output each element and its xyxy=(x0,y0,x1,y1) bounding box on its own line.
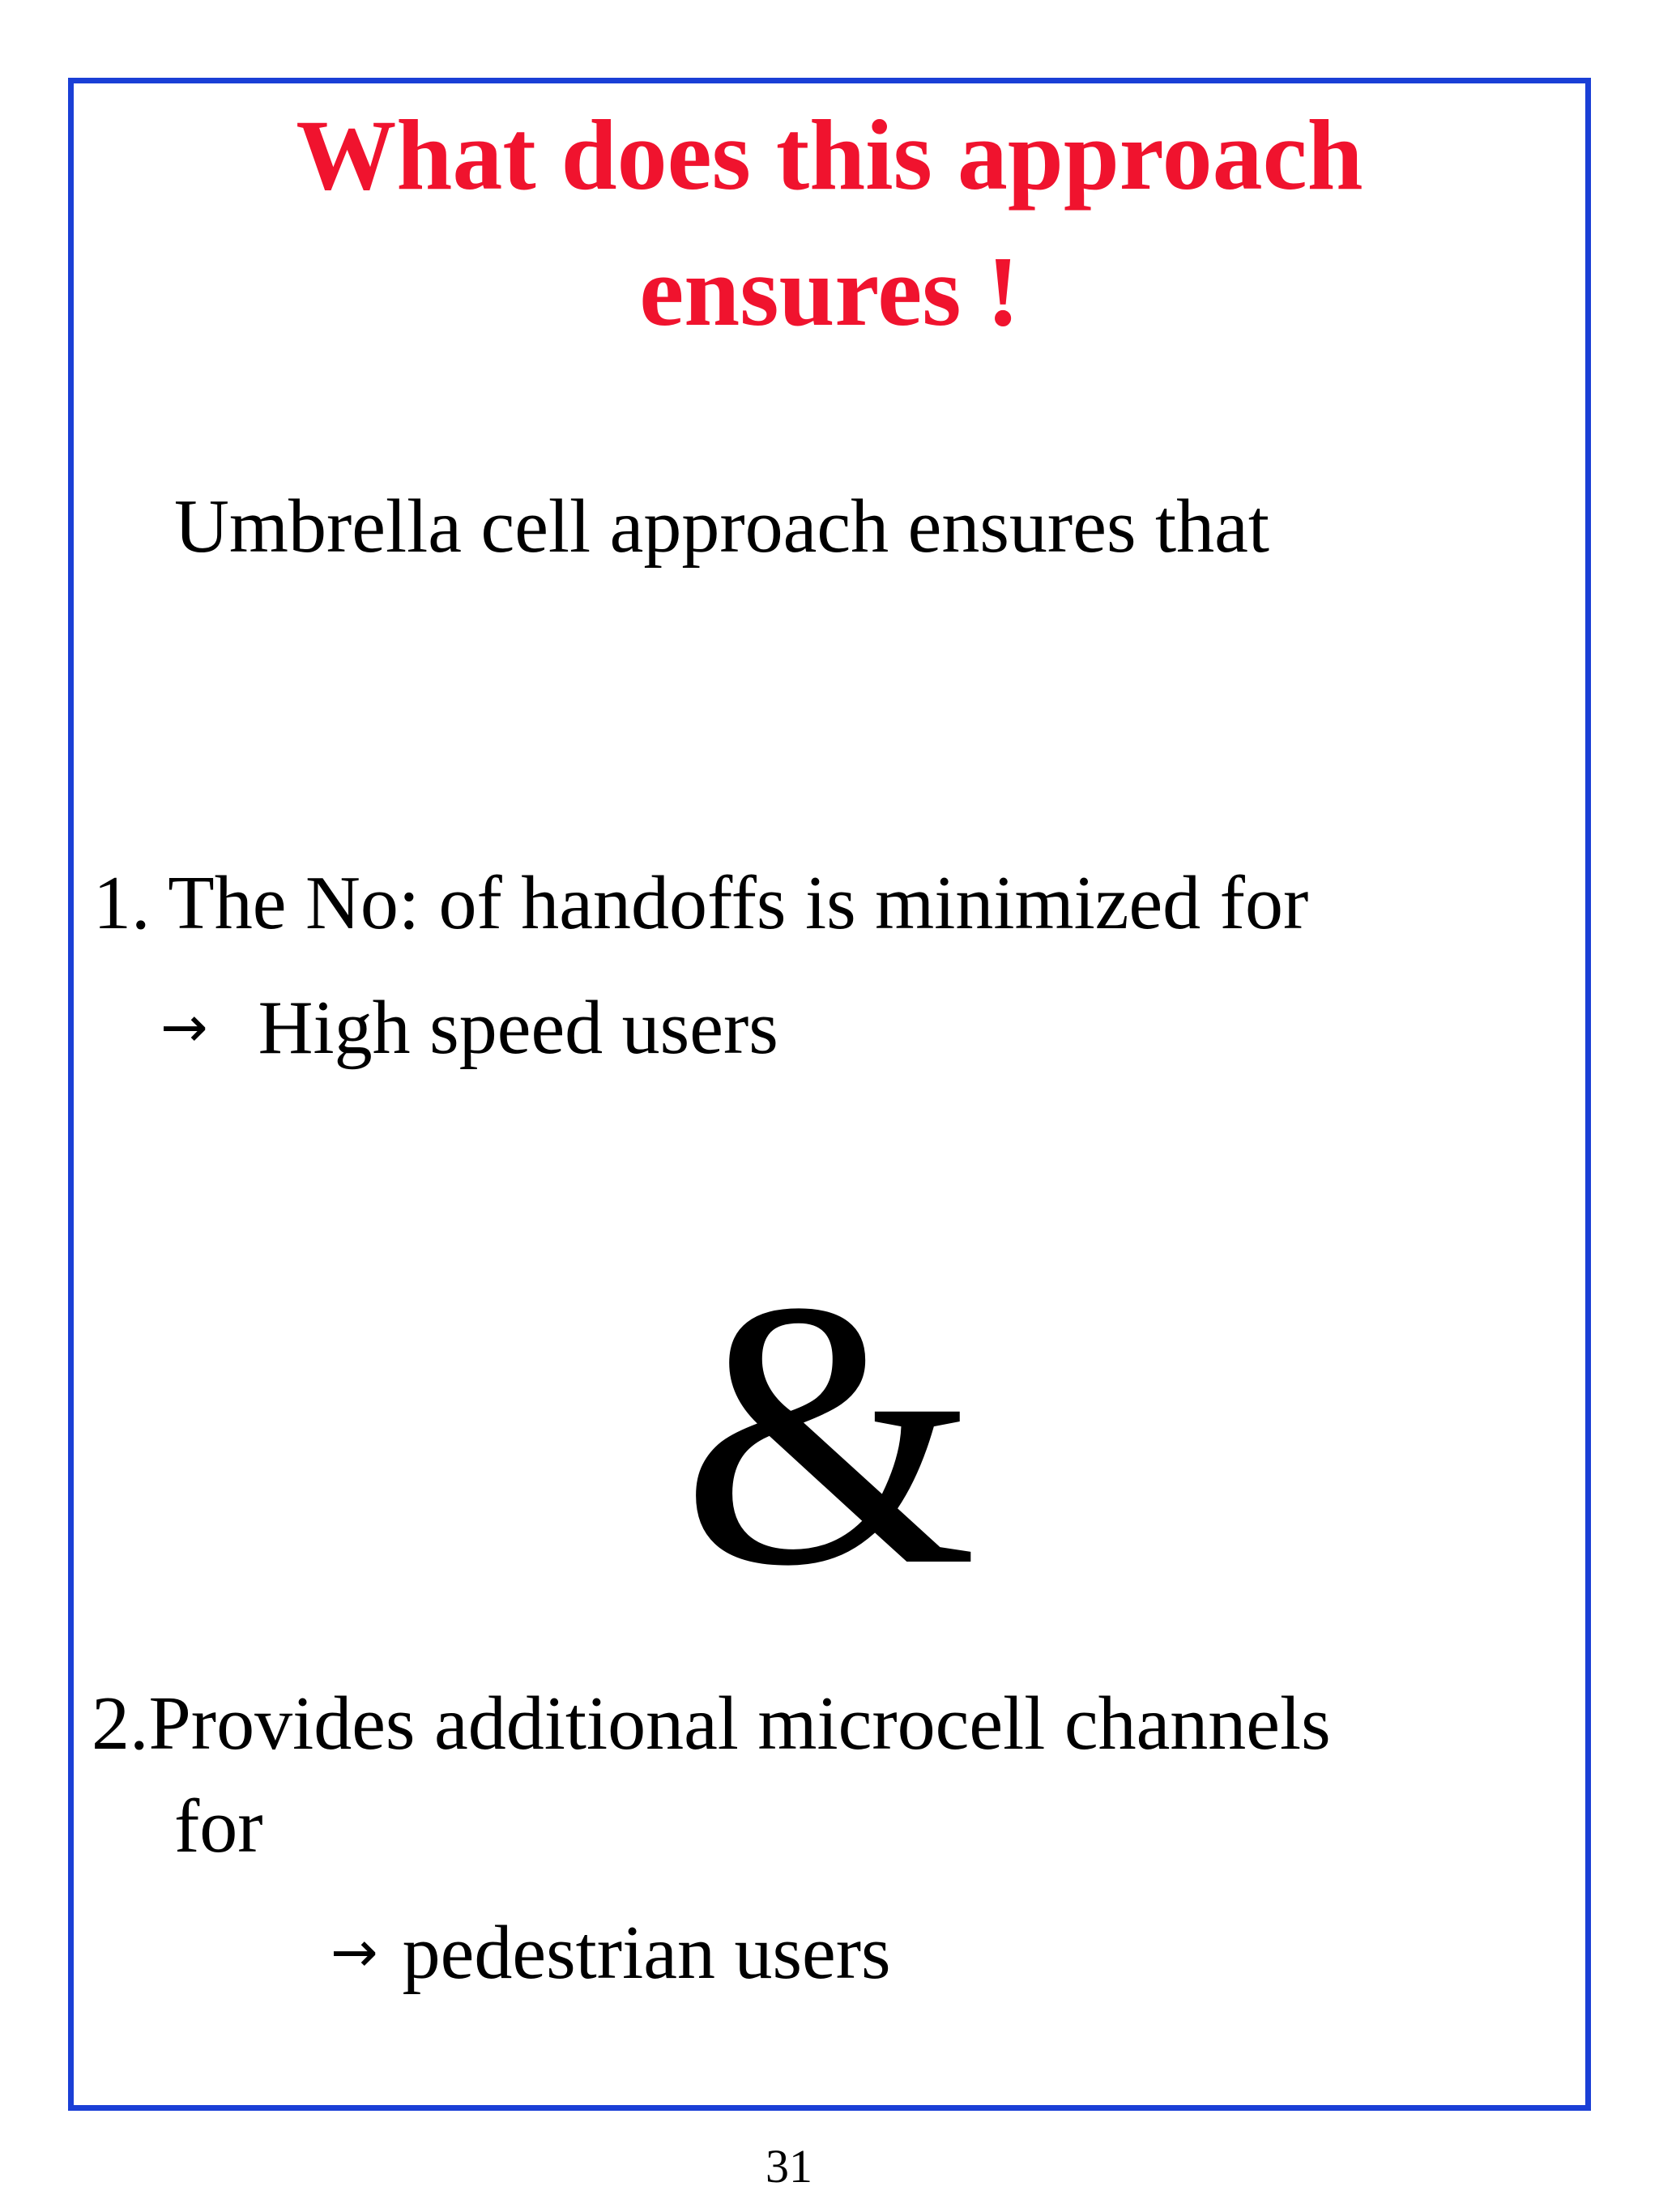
title-line-2: ensures ! xyxy=(639,236,1020,347)
intro-text: Umbrella cell approach ensures that xyxy=(174,484,1269,569)
point-2-line-1: 2.Provides additional microcell channels xyxy=(92,1681,1331,1766)
arrow-right-icon: → xyxy=(160,994,208,1060)
slide-border xyxy=(68,78,1591,2111)
point-1-sub-text: High speed users xyxy=(258,986,778,1070)
point-2-sub-text: pedestrian users xyxy=(402,1911,891,1995)
point-2-sub xyxy=(331,1903,891,2001)
point-2-line-2: for xyxy=(174,1784,263,1869)
point-1-text: 1. The No: of handoffs is minimized for xyxy=(93,861,1309,945)
slide-title xyxy=(68,87,1591,360)
page-number: 31 xyxy=(766,2140,812,2193)
arrow-right-icon: → xyxy=(331,1919,378,1985)
ampersand-symbol: & xyxy=(681,1222,978,1644)
point-1-sub xyxy=(160,978,778,1076)
title-line-1: What does this approach xyxy=(296,100,1363,211)
